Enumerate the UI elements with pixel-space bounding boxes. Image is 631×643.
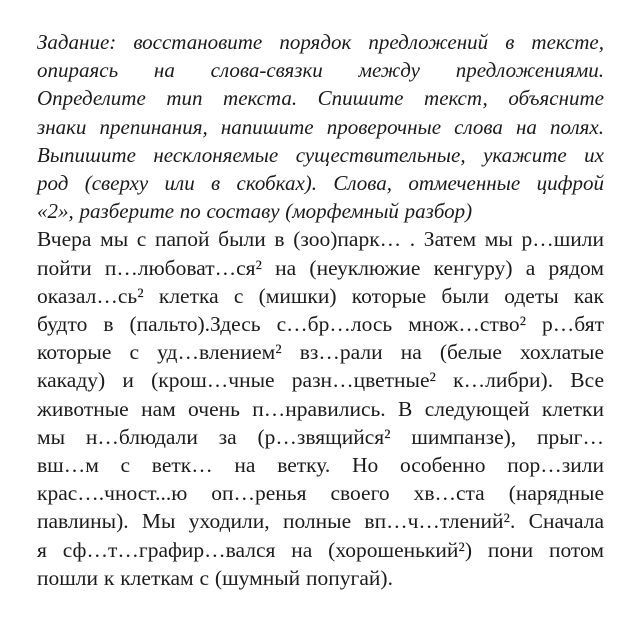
exercise-line: крас….чност...ю оп…ренья своего хв…ста (нарядные (37, 481, 604, 506)
exercise-line: Вчера мы с папой были в (зоо)парк… . Затем мы р…шили (37, 227, 604, 252)
exercise-line: пойти п…любоват…ся² на (неуклюжие кенгуру) а рядом (37, 255, 604, 280)
instruction-line: род (сверху или в скобках). Слова, отмеченные цифрой (37, 171, 604, 196)
instruction-line: Выпишите несклоняемые существительные, укажите их (37, 142, 604, 167)
exercise-line: вш…м с ветк… на ветку. Но особенно пор…зили (37, 453, 604, 478)
exercise-line: мы н…блюдали за (р…звящийся² шимпанзе), прыг… (37, 424, 604, 449)
exercise-line: какаду) и (крош…чные разн…цветные² к…либри). Все (37, 368, 604, 393)
exercise-text (37, 225, 604, 592)
exercise-line: павлины). Мы уходили, полные вп…ч…тлений². Сначала (37, 509, 604, 534)
instruction-line: знаки препинания, напишите проверочные слова на полях. (37, 114, 604, 139)
exercise-line: будто в (пальто).Здесь с…бр…лось множ…ство² р…бят (37, 312, 604, 337)
instruction-line: Задание: восстановите порядок предложений в тексте, (37, 30, 604, 54)
exercise-line: животные нам очень п…нравились. В следующей клетки (37, 396, 604, 421)
exercise-line: я сф…т…графир…вался на (хорошенький²) пони потом (37, 537, 604, 562)
exercise-line: пошли к клеткам с (шумный попугай). (37, 565, 393, 590)
exercise-line: которые с уд…влением² вз…рали на (белые хохлатые (37, 340, 604, 365)
exercise-line: оказал…сь² клетка с (мишки) которые были одеты как (37, 283, 604, 308)
instruction-line: «2», разберите по составу (морфемный разбор) (37, 199, 473, 224)
instruction-line: опираясь на слова-связки между предложениями. (37, 58, 604, 83)
instruction-line: Определите тип текста. Спишите текст, объясните (37, 86, 604, 111)
assignment-instructions (37, 28, 604, 225)
